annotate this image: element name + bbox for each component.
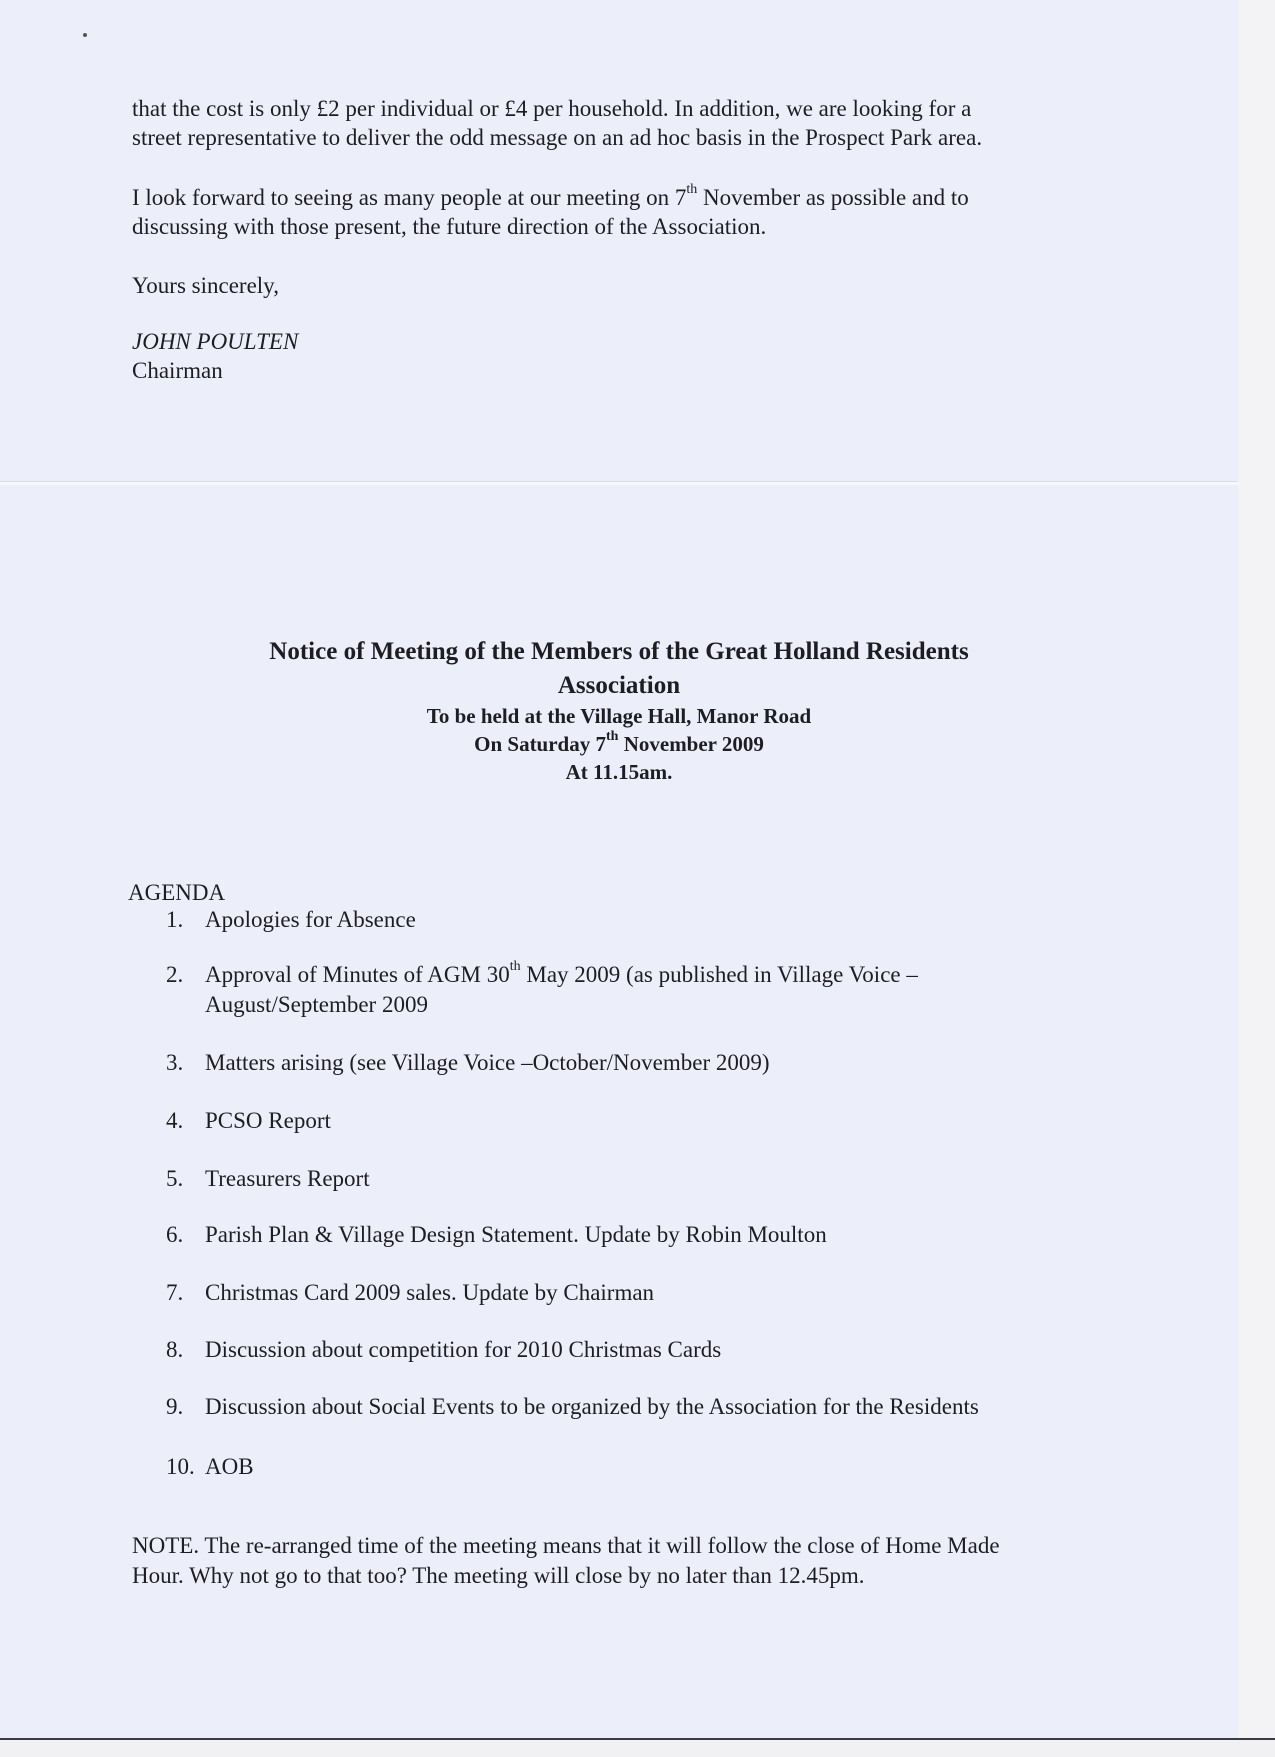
notice-venue: To be held at the Village Hall, Manor Road [426,704,812,728]
letter-paragraph-1-line-1: that the cost is only £2 per individual or £4 per household. In addition, we are looking for a [132,96,972,121]
scan-right-margin [1238,0,1275,1755]
note-line-2: Hour. Why not go to that too? The meeting will close by no later than 12.45pm. [132,1563,865,1588]
scan-bottom-edge [0,1738,1275,1757]
notice-title-line-1: Notice of Meeting of the Members of the Great Holland Residents [269,638,969,665]
letter-paragraph-2-line-2: discussing with those present, the future direction of the Association. [132,214,767,239]
notice-date: On Saturday 7th November 2009 [474,729,764,756]
letter-signatory-title: Chairman [132,358,223,383]
notice-time: At 11.15am. [565,760,673,784]
letter-closing: Yours sincerely, [132,273,279,298]
agenda-heading: AGENDA [128,880,226,905]
letter-paragraph-2-line-1: I look forward to seeing as many people at our meeting on 7th November as possible and to [132,182,969,210]
letter-paragraph-1-line-2: street representative to deliver the odd message on an ad hoc basis in the Prospect Park area. [132,125,983,150]
note-line-1: NOTE. The re-arranged time of the meeting means that it will follow the close of Home Made [132,1533,1000,1558]
scan-speck [83,33,87,37]
notice-title-line-2: Association [557,672,681,699]
letter-signature: JOHN POULTEN [132,329,299,354]
page-fold-line [0,481,1238,485]
